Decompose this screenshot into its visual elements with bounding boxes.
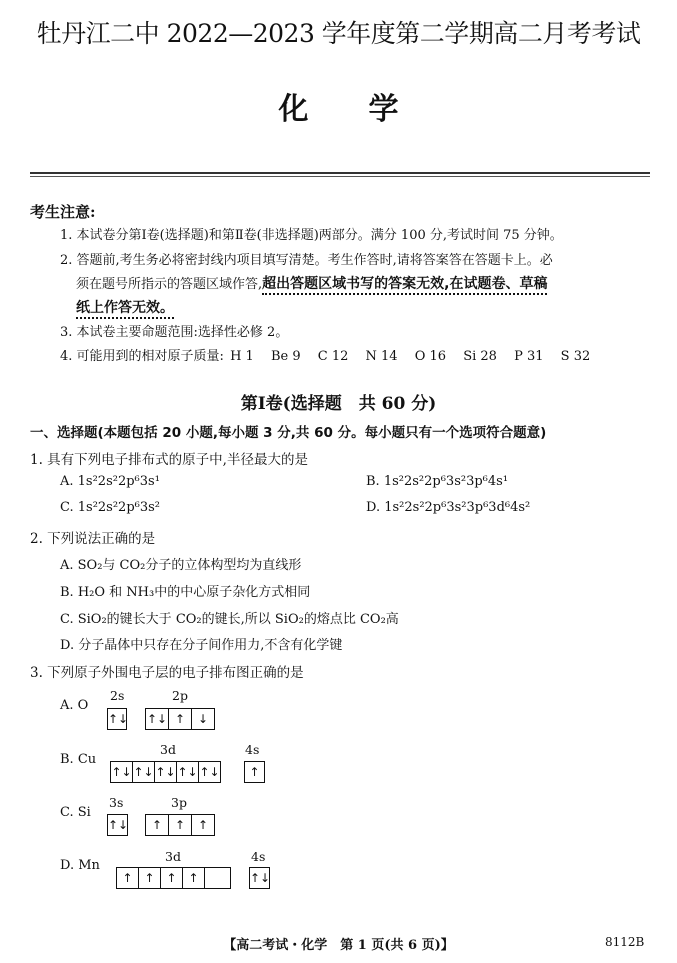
question-2-stem: 2. 下列说法正确的是: [30, 531, 156, 547]
orbital-box: ↑↓: [176, 761, 199, 783]
orbital-box: ↑↓: [154, 761, 177, 783]
atomic-mass: O 16: [414, 349, 447, 364]
orbital-box: ↑↓: [132, 761, 155, 783]
orbital-box: ↑↓: [107, 814, 128, 836]
orbital-label: 3s: [109, 795, 124, 810]
note-2a: 2. 答题前,考生务必将密封线内项目填写清楚。考生作答时,请将答案答在答题卡上。必: [60, 253, 553, 268]
question-1-option-c: C. 1s²2s²2p⁶3s²: [60, 500, 161, 515]
atomic-mass: P 31: [514, 349, 544, 364]
orbital-box: ↑: [116, 867, 139, 889]
question-3-option-d: D. Mn: [60, 858, 100, 873]
header-rule-thin: [30, 176, 650, 177]
orbital-label: 3d: [165, 849, 181, 864]
question-1-option-b: B. 1s²2s²2p⁶3s²3p⁶4s¹: [366, 474, 509, 489]
question-1-option-d: D. 1s²2s²2p⁶3s²3p⁶3d⁶4s²: [366, 500, 531, 515]
orbital-box: ↑: [145, 814, 169, 836]
part-title: 第Ⅰ卷(选择题 共 60 分): [240, 394, 437, 414]
orbital-box: ↑: [160, 867, 183, 889]
question-2-option-d: D. 分子晶体中只存在分子间作用力,不含有化学键: [60, 638, 343, 653]
page-footer: 【高二考试・化学 第 1 页(共 6 页)】: [223, 938, 454, 953]
question-3-stem: 3. 下列原子外围电子层的电子排布图正确的是: [30, 665, 304, 681]
orbital-box: ↑↓: [198, 761, 221, 783]
subject-title: 化学: [278, 92, 459, 127]
atomic-mass: S 32: [560, 349, 591, 364]
orbital-box: ↑↓: [107, 708, 127, 730]
note-2b-plain: 须在题号所指示的答题区域作答,: [76, 277, 263, 292]
note-3: 3. 本试卷主要命题范围:选择性必修 2。: [60, 325, 289, 340]
orbital-box: ↑: [168, 708, 192, 730]
question-1-option-a: A. 1s²2s²2p⁶3s¹: [60, 474, 160, 489]
question-3-option-c: C. Si: [60, 805, 91, 820]
orbital-box: ↑: [138, 867, 161, 889]
question-2-option-c: C. SiO₂的键长大于 CO₂的键长,所以 SiO₂的熔点比 CO₂高: [60, 612, 399, 627]
question-3-option-b: B. Cu: [60, 752, 97, 767]
orbital-box: ↑: [168, 814, 192, 836]
orbital-label: 4s: [245, 742, 260, 757]
atomic-mass: Si 28: [463, 349, 497, 364]
atomic-mass: C 12: [317, 349, 349, 364]
atomic-mass: N 14: [365, 349, 398, 364]
orbital-box: [204, 867, 231, 889]
orbital-box: ↑: [191, 814, 215, 836]
notes-heading: 考生注意:: [30, 203, 96, 221]
orbital-label: 2p: [172, 688, 188, 703]
exam-title: 牡丹江二中 2022—2023 学年度第二学期高二月考考试: [36, 19, 641, 48]
question-2-option-b: B. H₂O 和 NH₃中的中心原子杂化方式相同: [60, 585, 311, 600]
orbital-label: 4s: [251, 849, 266, 864]
orbital-box: ↓: [191, 708, 215, 730]
atomic-mass: H 1: [230, 349, 254, 364]
note-2c-emphasis: 纸上作答无效。: [76, 300, 174, 319]
note-4: [60, 345, 603, 364]
orbital-box: ↑↓: [249, 867, 270, 889]
orbital-label: 2s: [110, 688, 125, 703]
note-2b-emphasis: 超出答题区域书写的答案无效,在试题卷、草稿: [262, 276, 547, 295]
note-2b: [76, 273, 547, 293]
orbital-label: 3d: [160, 742, 176, 757]
atomic-mass: Be 9: [270, 349, 301, 364]
note-1: 1. 本试卷分第Ⅰ卷(选择题)和第Ⅱ卷(非选择题)两部分。满分 100 分,考试时间 75 分钟。: [60, 228, 563, 243]
paper-code: 8112B: [605, 935, 645, 949]
orbital-box: ↑↓: [145, 708, 169, 730]
note-4-label: 4. 可能用到的相对原子质量:: [60, 349, 224, 364]
question-2-option-a: A. SO₂与 CO₂分子的立体构型均为直线形: [60, 558, 302, 573]
header-rule: [30, 172, 650, 174]
section-heading: 一、选择题(本题包括 20 小题,每小题 3 分,共 60 分。每小题只有一个选项符合题意): [30, 425, 547, 441]
question-3-option-a: A. O: [60, 698, 89, 713]
orbital-label: 3p: [171, 795, 187, 810]
question-1-stem: 1. 具有下列电子排布式的原子中,半径最大的是: [30, 452, 308, 468]
orbital-box: ↑: [244, 761, 265, 783]
orbital-box: ↑↓: [110, 761, 133, 783]
orbital-box: ↑: [182, 867, 205, 889]
note-2c: [76, 297, 174, 317]
